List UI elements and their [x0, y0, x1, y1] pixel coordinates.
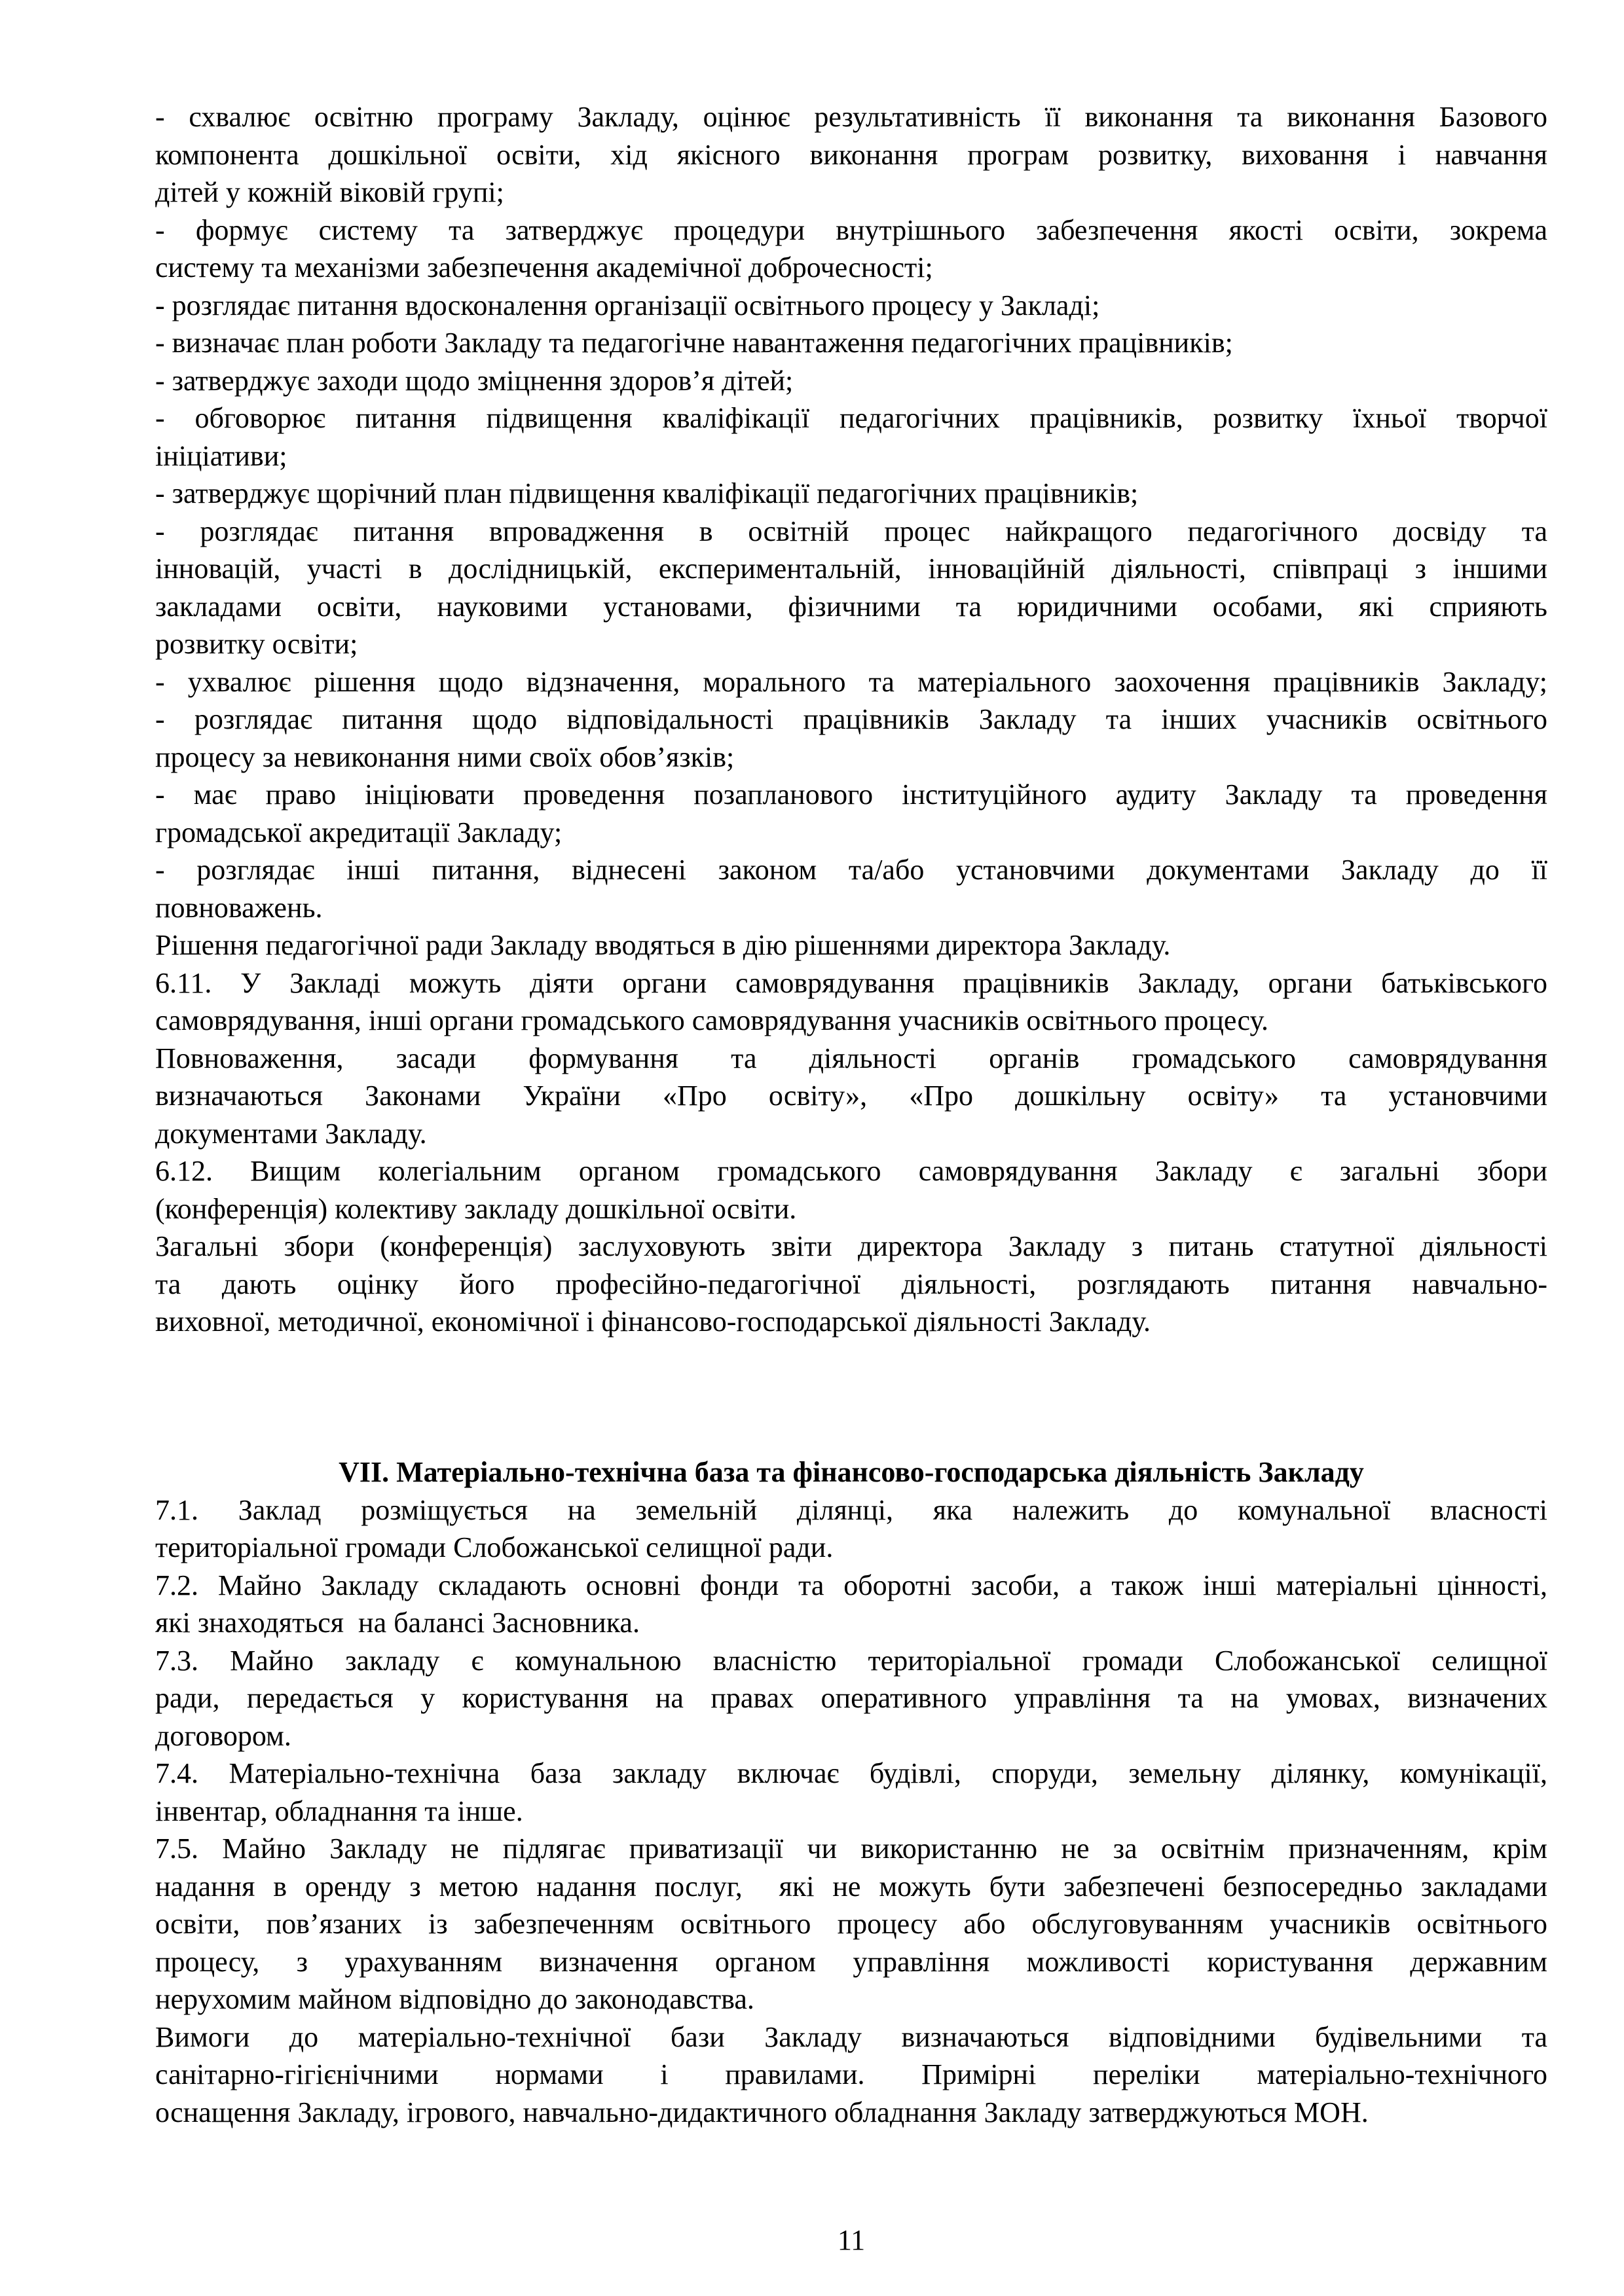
paragraph — [155, 1040, 1547, 1153]
text-line: процесу за невиконання ними своїх обов’язків; — [155, 740, 735, 773]
text-line: 7.1. Заклад розміщується на земельній ділянці, яка належить до комунальної власності — [155, 1493, 1547, 1526]
paragraph — [155, 1642, 1547, 1755]
text-line: виховної, методичної, економічної і фінансово-господарської діяльності Закладу. — [155, 1305, 1151, 1338]
paragraph — [155, 513, 1547, 663]
text-line: самоврядування, інші органи громадського самоврядування учасників освітнього процесу. — [155, 1004, 1269, 1036]
paragraph — [155, 1491, 1547, 1567]
paragraph — [155, 701, 1547, 776]
text-line: інвентар, обладнання та інше. — [155, 1795, 523, 1827]
text-line: визначаються Законами України «Про освіту», «Про дошкільну освіту» та установчими — [155, 1080, 1547, 1112]
text-line: 7.4. Матеріально-технічна база закладу включає будівлі, споруди, земельну ділянку, комунікації, — [155, 1757, 1547, 1789]
text-line: повноважень. — [155, 891, 323, 924]
paragraph — [155, 2018, 1547, 2132]
text-line: - обговорює питання підвищення кваліфікації педагогічних працівників, розвитку їхньої творчої — [155, 402, 1547, 434]
text-line: (конференція) колективу закладу дошкільної освіти. — [155, 1192, 797, 1225]
text-line: - формує систему та затверджує процедури внутрішнього забезпечення якості освіти, зокрема — [155, 213, 1547, 246]
text-line: Рішення педагогічної ради Закладу вводяться в дію рішеннями директора Закладу. — [155, 929, 1171, 961]
text-line: 7.3. Майно закладу є комунальною власністю територіальної громади Слобожанської селищної — [155, 1644, 1547, 1677]
text-line: територіальної громади Слобожанської селищної ради. — [155, 1531, 834, 1563]
text-line: надання в оренду з метою надання послуг, які не можуть бути забезпечені безпосередньо закладами — [155, 1870, 1547, 1903]
paragraph — [155, 964, 1547, 1040]
text-line: та дають оцінку його професійно-педагогічної діяльності, розглядають питання навчально- — [155, 1267, 1547, 1300]
text-line: громадської акредитації Закладу; — [155, 816, 563, 848]
text-line: оснащення Закладу, ігрового, навчально-дидактичного обладнання Закладу затверджуються МОН. — [155, 2096, 1369, 2128]
text-line: Вимоги до матеріально-технічної бази Закладу визначаються відповідними будівельними та — [155, 2020, 1547, 2053]
text-line: - розглядає питання вдосконалення організації освітнього процесу у Закладі; — [155, 289, 1100, 321]
text-line: нерухомим майном відповідно до законодавства. — [155, 1983, 754, 2015]
paragraph — [155, 1228, 1547, 1341]
text-line: - затверджує щорічний план підвищення кваліфікації педагогічних працівників; — [155, 477, 1139, 509]
page-footer — [155, 2221, 1547, 2259]
text-line: дітей у кожній віковій групі; — [155, 176, 504, 208]
paragraph — [155, 663, 1547, 701]
text-line: - затверджує заходи щодо зміцнення здоров’я дітей; — [155, 364, 794, 397]
text-line: - розглядає питання впровадження в освітній процес найкращого педагогічного досвіду та — [155, 515, 1547, 547]
text-line: - визначає план роботи Закладу та педагогічне навантаження педагогічних працівників; — [155, 327, 1233, 359]
paragraph — [155, 1567, 1547, 1642]
text-line: ради, передається у користування на правах оперативного управління та на умовах, визначених — [155, 1682, 1547, 1714]
text-line: інновацій, участі в дослідницькій, експериментальній, інноваційній діяльності, співпраці з іншими — [155, 553, 1547, 585]
paragraph — [155, 287, 1547, 325]
text-line: - розглядає питання щодо відповідальності працівників Закладу та інших учасників освітнього — [155, 703, 1547, 735]
paragraph — [155, 399, 1547, 475]
paragraph — [155, 1152, 1547, 1228]
text-line: Повноваження, засади формування та діяльності органів громадського самоврядування — [155, 1042, 1547, 1074]
paragraph — [155, 1830, 1547, 2018]
text-line: - розглядає інші питання, віднесені законом та/або установчими документами Закладу до її — [155, 854, 1547, 886]
text-line: 7.2. Майно Закладу складають основні фонди та оборотні засоби, а також інші матеріальні цінності, — [155, 1569, 1547, 1601]
section-heading: VII. Матеріально-технічна база та фінансово-господарська діяльність Закладу — [339, 1456, 1364, 1488]
text-line: процесу, з урахуванням визначення органом управління можливості користування державним — [155, 1945, 1547, 1978]
paragraph — [155, 1755, 1547, 1830]
document-body — [155, 98, 1547, 2131]
text-line: ініціативи; — [155, 439, 287, 472]
paragraph — [155, 851, 1547, 926]
text-line: - має право ініціювати проведення позапланового інституційного аудиту Закладу та проведення — [155, 778, 1547, 811]
paragraph — [155, 776, 1547, 851]
text-line: закладами освіти, науковими установами, фізичними та юридичними особами, які сприяють — [155, 590, 1547, 623]
paragraph — [155, 926, 1547, 964]
text-line: Загальні збори (конференція) заслуховують звіти директора Закладу з питань статутної діяльності — [155, 1230, 1547, 1262]
text-line: 7.5. Майно Закладу не підлягає приватизації чи використанню не за освітнім призначенням, крім — [155, 1832, 1547, 1865]
text-line: санітарно-гігієнічними нормами і правилами. Примірні переліки матеріально-технічного — [155, 2058, 1547, 2090]
text-line: - ухвалює рішення щодо відзначення, морального та матеріального заохочення працівників Закладу; — [155, 665, 1547, 698]
text-line: - схвалює освітню програму Закладу, оцінює результативність її виконання та виконання Базового — [155, 101, 1547, 133]
section-gap — [155, 1341, 1547, 1454]
text-line: систему та механізми забезпечення академічної доброчесності; — [155, 251, 933, 283]
paragraph — [155, 362, 1547, 400]
paragraph — [155, 475, 1547, 513]
text-line: 6.11. У Закладі можуть діяти органи самоврядування працівників Закладу, органи батьківського — [155, 966, 1547, 999]
text-line: розвитку освіти; — [155, 628, 358, 660]
text-line: документами Закладу. — [155, 1117, 427, 1150]
text-line: освіти, пов’язаних із забезпеченням освітнього процесу або обслуговуванням учасників освітнього — [155, 1908, 1547, 1940]
paragraph — [155, 211, 1547, 287]
paragraph — [155, 98, 1547, 211]
page-number: 11 — [837, 2224, 866, 2256]
paragraph — [155, 324, 1547, 362]
text-line: договором. — [155, 1719, 291, 1752]
text-line: які знаходяться на балансі Засновника. — [155, 1607, 640, 1639]
text-line: 6.12. Вищим колегіальним органом громадського самоврядування Закладу є загальні збори — [155, 1155, 1547, 1187]
text-line: компонента дошкільної освіти, хід якісного виконання програм розвитку, виховання і навчання — [155, 138, 1547, 171]
